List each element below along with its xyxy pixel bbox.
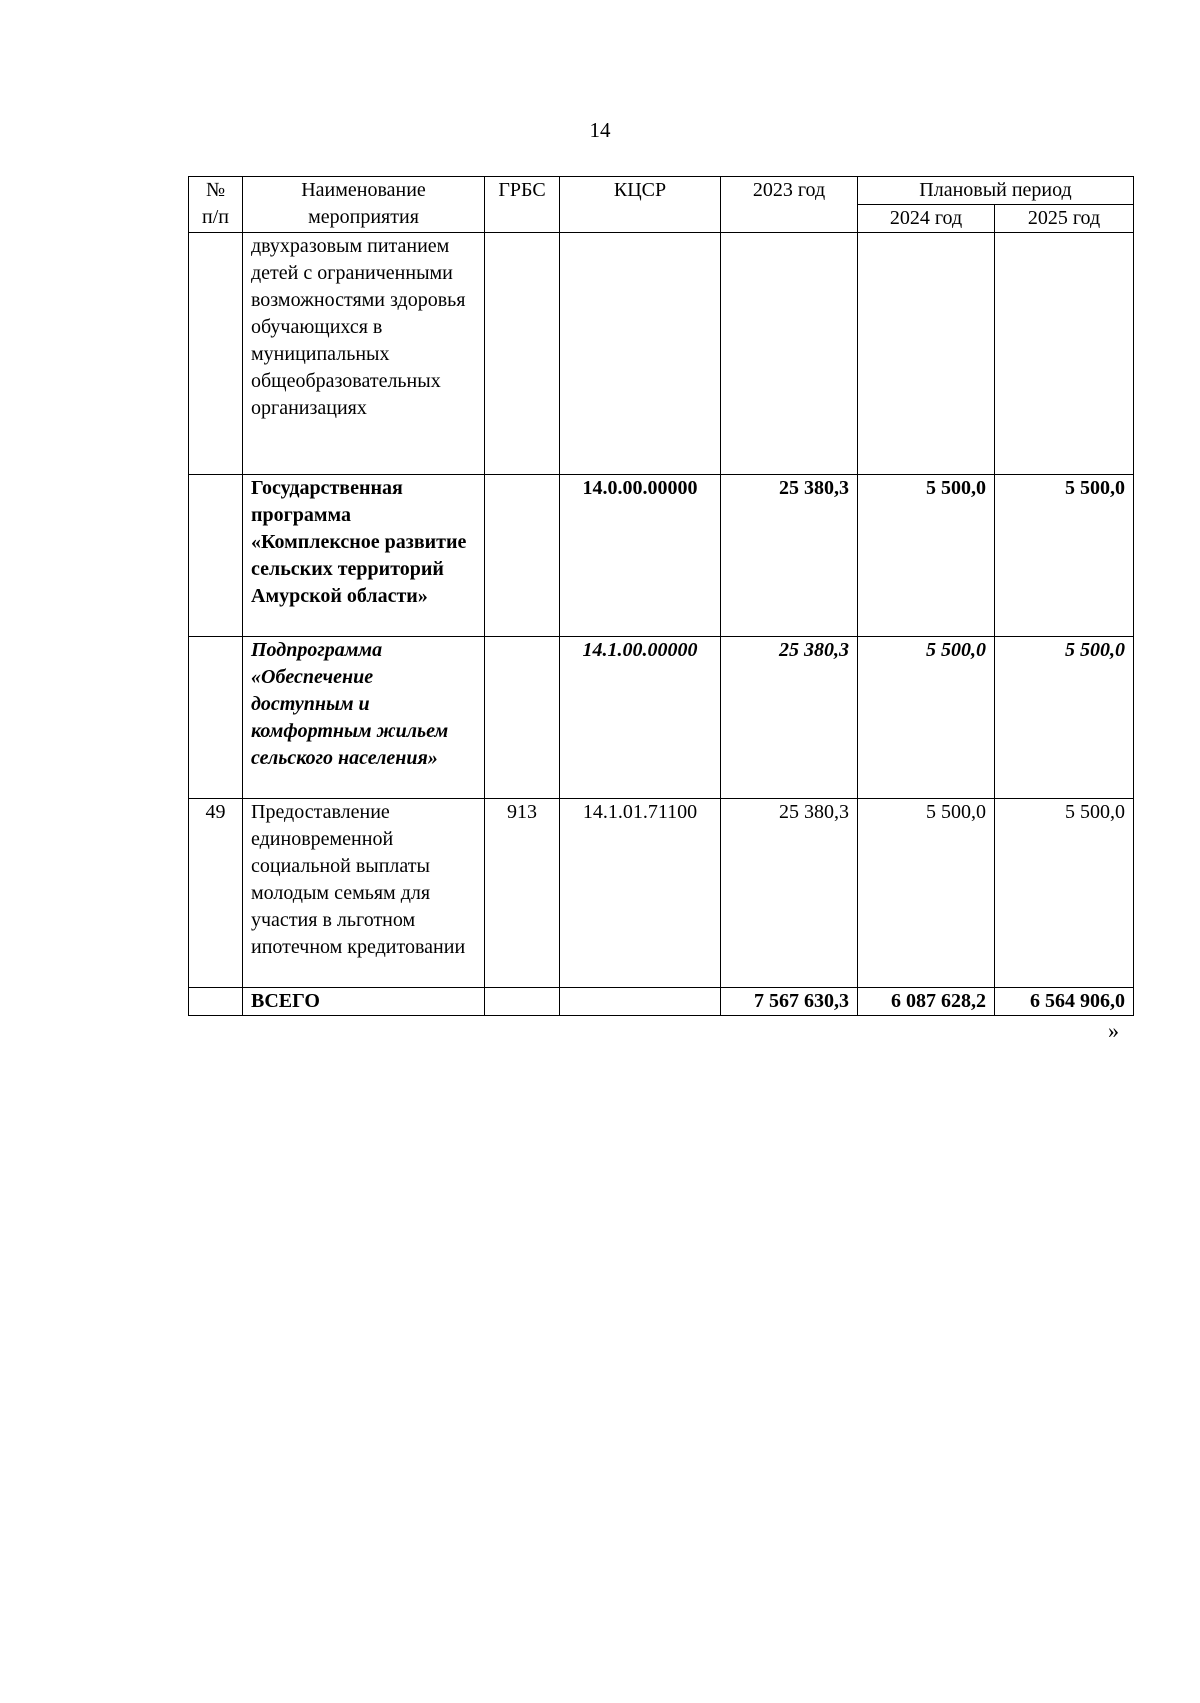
row-num — [189, 475, 243, 637]
row-num: 49 — [189, 799, 243, 988]
header-planned-period: Плановый период — [858, 177, 1134, 205]
row-2024: 5 500,0 — [858, 475, 995, 637]
row-num — [189, 233, 243, 475]
table-row-total — [189, 988, 1134, 1016]
row-2025: 5 500,0 — [995, 475, 1134, 637]
row-2024 — [858, 233, 995, 475]
table-row — [189, 233, 1134, 475]
table-row — [189, 799, 1134, 988]
row-2023 — [721, 233, 858, 475]
row-kcsr — [560, 233, 721, 475]
row-kcsr: 14.0.00.00000 — [560, 475, 721, 637]
row-2023: 25 380,3 — [721, 637, 858, 799]
header-grbs: ГРБС — [485, 177, 560, 233]
row-2024: 6 087 628,2 — [858, 988, 995, 1016]
header-2025: 2025 год — [995, 205, 1134, 233]
row-2025: 6 564 906,0 — [995, 988, 1134, 1016]
row-grbs — [485, 637, 560, 799]
row-2024: 5 500,0 — [858, 637, 995, 799]
row-2023: 25 380,3 — [721, 799, 858, 988]
page-number: 14 — [589, 118, 611, 142]
row-2025: 5 500,0 — [995, 637, 1134, 799]
row-name: Подпрограмма «Обеспечение доступным и комфортным жильем сельского населения» — [243, 637, 485, 799]
header-name: Наименование мероприятия — [243, 177, 485, 233]
header-2023: 2023 год — [721, 177, 858, 233]
row-num — [189, 637, 243, 799]
row-grbs — [485, 988, 560, 1016]
row-grbs: 913 — [485, 799, 560, 988]
row-name: ВСЕГО — [243, 988, 485, 1016]
header-num: № п/п — [189, 177, 243, 233]
row-grbs — [485, 233, 560, 475]
row-name: Предоставление единовременной социальной выплаты молодым семьям для участия в льготном ипотечном кредитовании — [243, 799, 485, 988]
row-2023: 25 380,3 — [721, 475, 858, 637]
row-2024: 5 500,0 — [858, 799, 995, 988]
row-2025 — [995, 233, 1134, 475]
table-row-subprogram — [189, 637, 1134, 799]
row-grbs — [485, 475, 560, 637]
header-kcsr: КЦСР — [560, 177, 721, 233]
row-num — [189, 988, 243, 1016]
budget-table — [188, 176, 1134, 1016]
closing-quote: » — [1108, 1018, 1119, 1043]
row-kcsr: 14.1.01.71100 — [560, 799, 721, 988]
table-row-program — [189, 475, 1134, 637]
row-2025: 5 500,0 — [995, 799, 1134, 988]
row-name: двухразовым питанием детей с ограниченными возможностями здоровья обучающихся в муниципальных общеобразовательных организациях — [243, 233, 485, 475]
row-2023: 7 567 630,3 — [721, 988, 858, 1016]
row-kcsr — [560, 988, 721, 1016]
table-header-row — [189, 177, 1134, 205]
row-kcsr: 14.1.00.00000 — [560, 637, 721, 799]
header-2024: 2024 год — [858, 205, 995, 233]
row-name: Государственная программа «Комплексное развитие сельских территорий Амурской области» — [243, 475, 485, 637]
